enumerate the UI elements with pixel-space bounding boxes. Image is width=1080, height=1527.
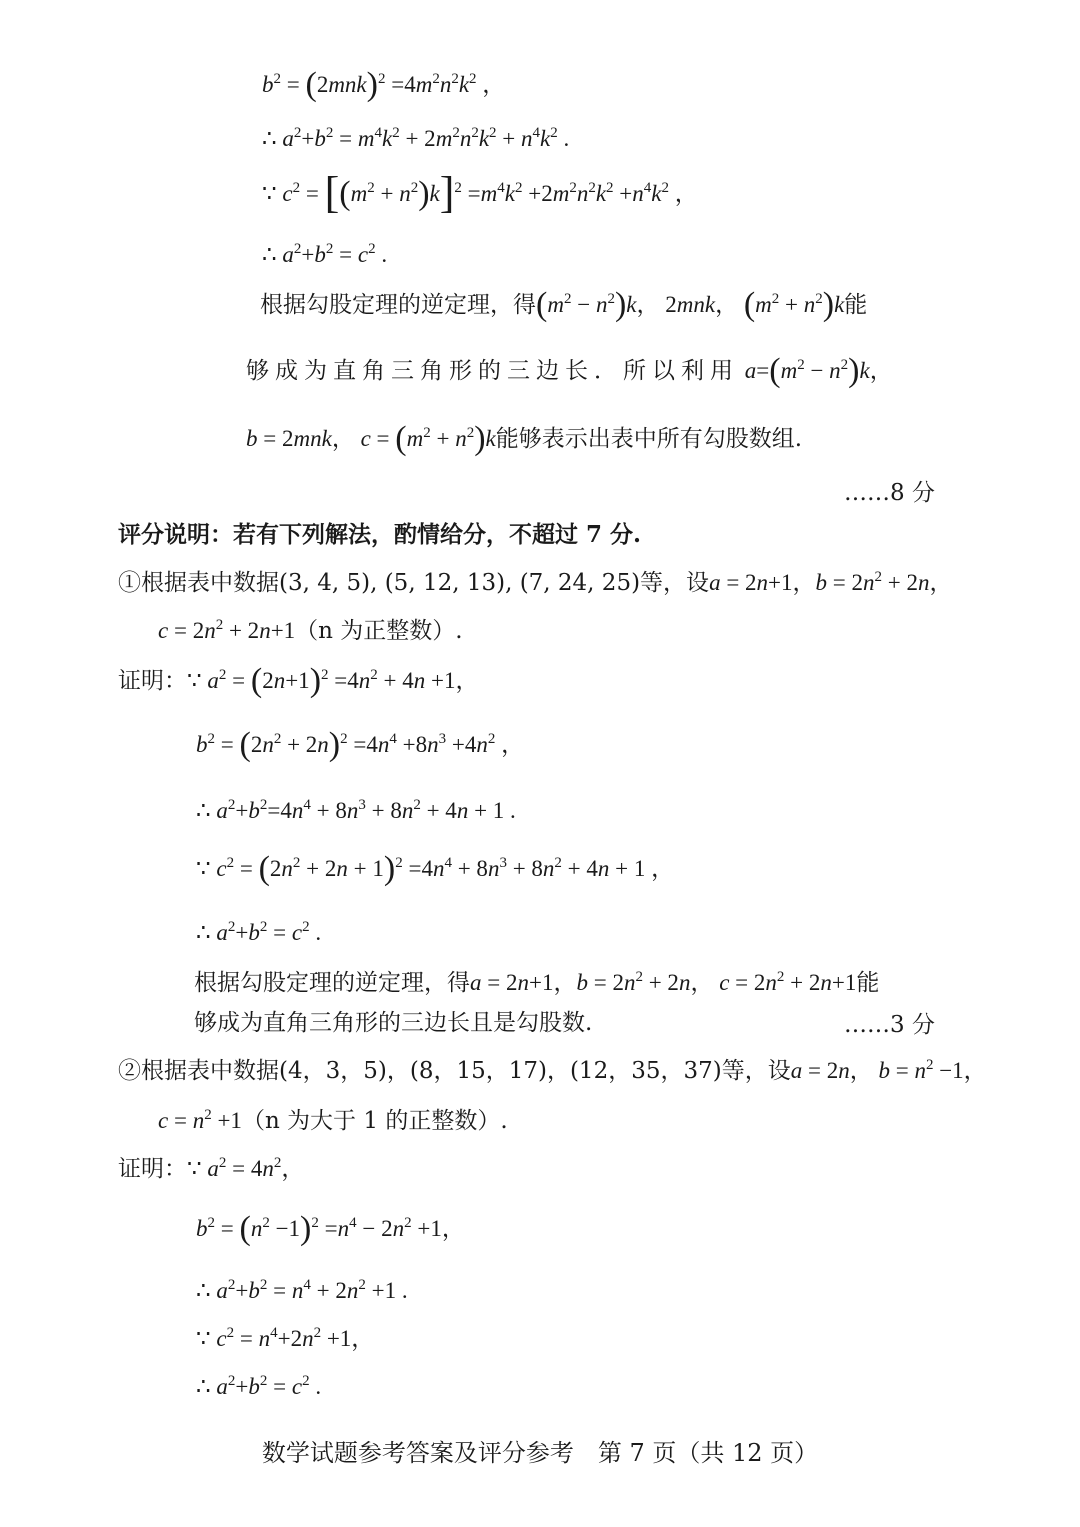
method1-proof-line2: $b^2 = (2n^2 + 2n)^2 =4n^4 +8n^3 +4n^2$ ，: [196, 726, 525, 763]
method1-proof-line5: ∴ $a^2+b^2 = c^2$ .: [196, 919, 322, 945]
method2-proof-line4: ∵ $c^2 = n^4+2n^2 +1$，: [196, 1325, 375, 1351]
method2-c-definition: $c = n^2 +1(n$ 为大于 1 的正整数）.: [158, 1107, 508, 1134]
method1-proof-line4: ∵ $c^2 = (2n^2 + 2n + 1)^2 =4n^4 + 8n^3 + 8n^2 + 4n + 1$ ，: [196, 850, 675, 887]
eq-c-squared: ∵ $c^2 = [(m^2 + n^2)k]^2 =m^4k^2 +2m^2n^2k^2 +n^4k^2$ ，: [262, 168, 698, 217]
converse-statement-line1: 根据勾股定理的逆定理，得$(m^2 - n^2)k$， 2mnk， $(m^2 + n^2)k$能: [260, 286, 868, 323]
method2-proof-line2: $b^2 = (n^2 -1)^2 =n^4 - 2n^2 +1$，: [196, 1210, 465, 1247]
method2-proof-line5: ∴ $a^2+b^2 = c^2$ .: [196, 1373, 322, 1399]
method1-converse-line2: 够成为直角三角形的三边长且是勾股数.: [194, 1010, 593, 1036]
scoring-note: 评分说明：若有下列解法，酌情给分，不超过 7 分.: [118, 521, 642, 548]
score-8: ……8 分: [844, 480, 935, 506]
eq-b-squared: $b^2 = (2mnk)^2 =4m^2n^2k^2$ ，: [262, 66, 506, 103]
converse-statement-line2: 够成为直角三角形的三边长．所以利用 $a=(m^2 - n^2)k$，: [246, 352, 893, 389]
converse-statement-line3: b = 2mnk， $c = (m^2 + n^2)k$能够表示出表中所有勾股数组.: [246, 420, 803, 457]
method1-converse-line1: 根据勾股定理的逆定理，得a = 2n+1，$b = 2n^2 + 2n$， $c = 2n^2 + 2n+1$能: [194, 969, 880, 996]
eq-sum-expansion: ∴ $a^2+b^2 = m^4k^2 + 2m^2n^2k^2 + n^4k^2$ .: [262, 125, 570, 151]
method2-proof-line1: 证明：∵ $a^2 = 4n^2$，: [118, 1155, 305, 1182]
page-footer: 数学试题参考答案及评分参考 第 7 页（共 12 页）: [261, 1439, 819, 1467]
method1-proof-line1: 证明：∵ $a^2 = (2n+1)^2 =4n^2 + 4n +1$，: [118, 662, 479, 699]
method1-c-definition: $c = 2n^2 + 2n+1(n$ 为正整数）.: [158, 617, 463, 644]
method1-header: ①根据表中数据(3, 4, 5), (5, 12, 13), (7, 24, 25)等，设a = 2n+1，$b = 2n^2 + 2n$，: [118, 569, 953, 596]
method2-proof-line3: ∴ $a^2+b^2 = n^4 + 2n^2 +1$ .: [196, 1277, 408, 1303]
method2-header: ②根据表中数据(4，3，5)，(8，15，17)，(12，35，37)等，设a = 2n， $b = n^2 -1$，: [118, 1057, 987, 1084]
eq-conclusion: ∴ $a^2+b^2 = c^2$ .: [262, 241, 388, 267]
method1-proof-line3: ∴ $a^2+b^2=4n^4 + 8n^3 + 8n^2 + 4n + 1$ .: [196, 797, 516, 823]
score-3: ……3 分: [844, 1012, 935, 1038]
